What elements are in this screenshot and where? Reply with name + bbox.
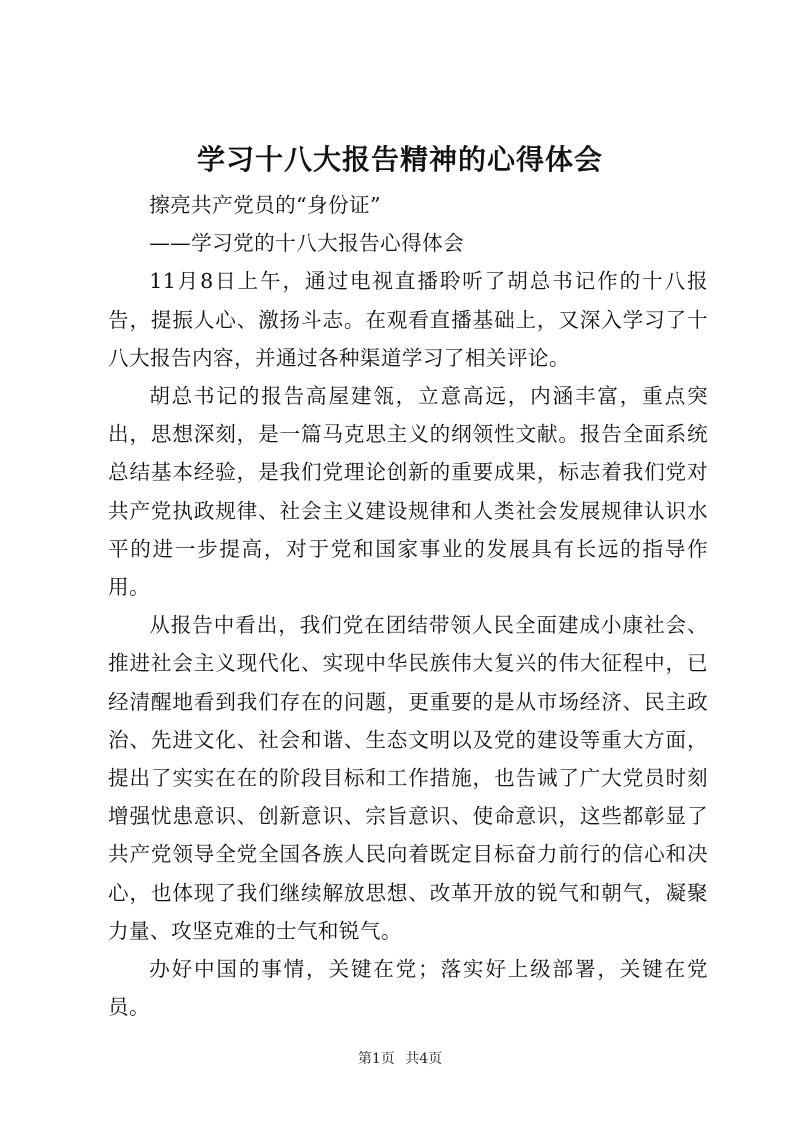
body-paragraph: 办好中国的事情，关键在党；落实好上级部署，关键在党员。 bbox=[108, 957, 708, 1020]
page-total: 共4页 bbox=[405, 1051, 443, 1067]
page-number: 第1页 bbox=[357, 1051, 395, 1067]
document-title: 学习十八大报告精神的心得体会 bbox=[196, 143, 603, 176]
page-footer bbox=[0, 1048, 800, 1068]
document-body bbox=[108, 186, 708, 1026]
body-paragraph: 胡总书记的报告高屋建瓴，立意高远，内涵丰富，重点突出，思想深刻，是一篇马克思主义的纲领性文献。报告全面系统总结基本经验，是我们党理论创新的重要成果，标志着我们党对共产党执政规律、社会主义建设规律和人类社会发展规律认识水平的进一步提高，对于党和国家事业的发展具有长远的指导作用。 bbox=[108, 384, 708, 600]
subtitle-line: ——学习党的十八大报告心得体会 bbox=[149, 231, 465, 256]
subtitle-line: 擦亮共产党员的“身份证” bbox=[149, 193, 381, 217]
body-paragraph: 从报告中看出，我们党在团结带领人民全面建成小康社会、推进社会主义现代化、实现中华民族伟大复兴的伟大征程中，已经清醒地看到我们存在的问题，更重要的是从市场经济、民主政治、先进文化、社会和谐、生态文明以及党的建设等重大方面，提出了实实在在的阶段目标和工作措施，也告诫了广大党员时刻增强忧患意识、创新意识、宗旨意识、使命意识，这些都彰显了共产党领导全党全国各族人民向着既定目标奋力前行的信心和决心，也体现了我们继续解放思想、改革开放的锐气和朝气，凝聚力量、攻坚克难的士气和锐气。 bbox=[108, 613, 708, 943]
body-paragraph: 11月8日上午，通过电视直播聆听了胡总书记作的十八报告，提振人心、激扬斗志。在观看直播基础上，又深入学习了十八大报告内容，并通过各种渠道学习了相关评论。 bbox=[108, 269, 708, 370]
